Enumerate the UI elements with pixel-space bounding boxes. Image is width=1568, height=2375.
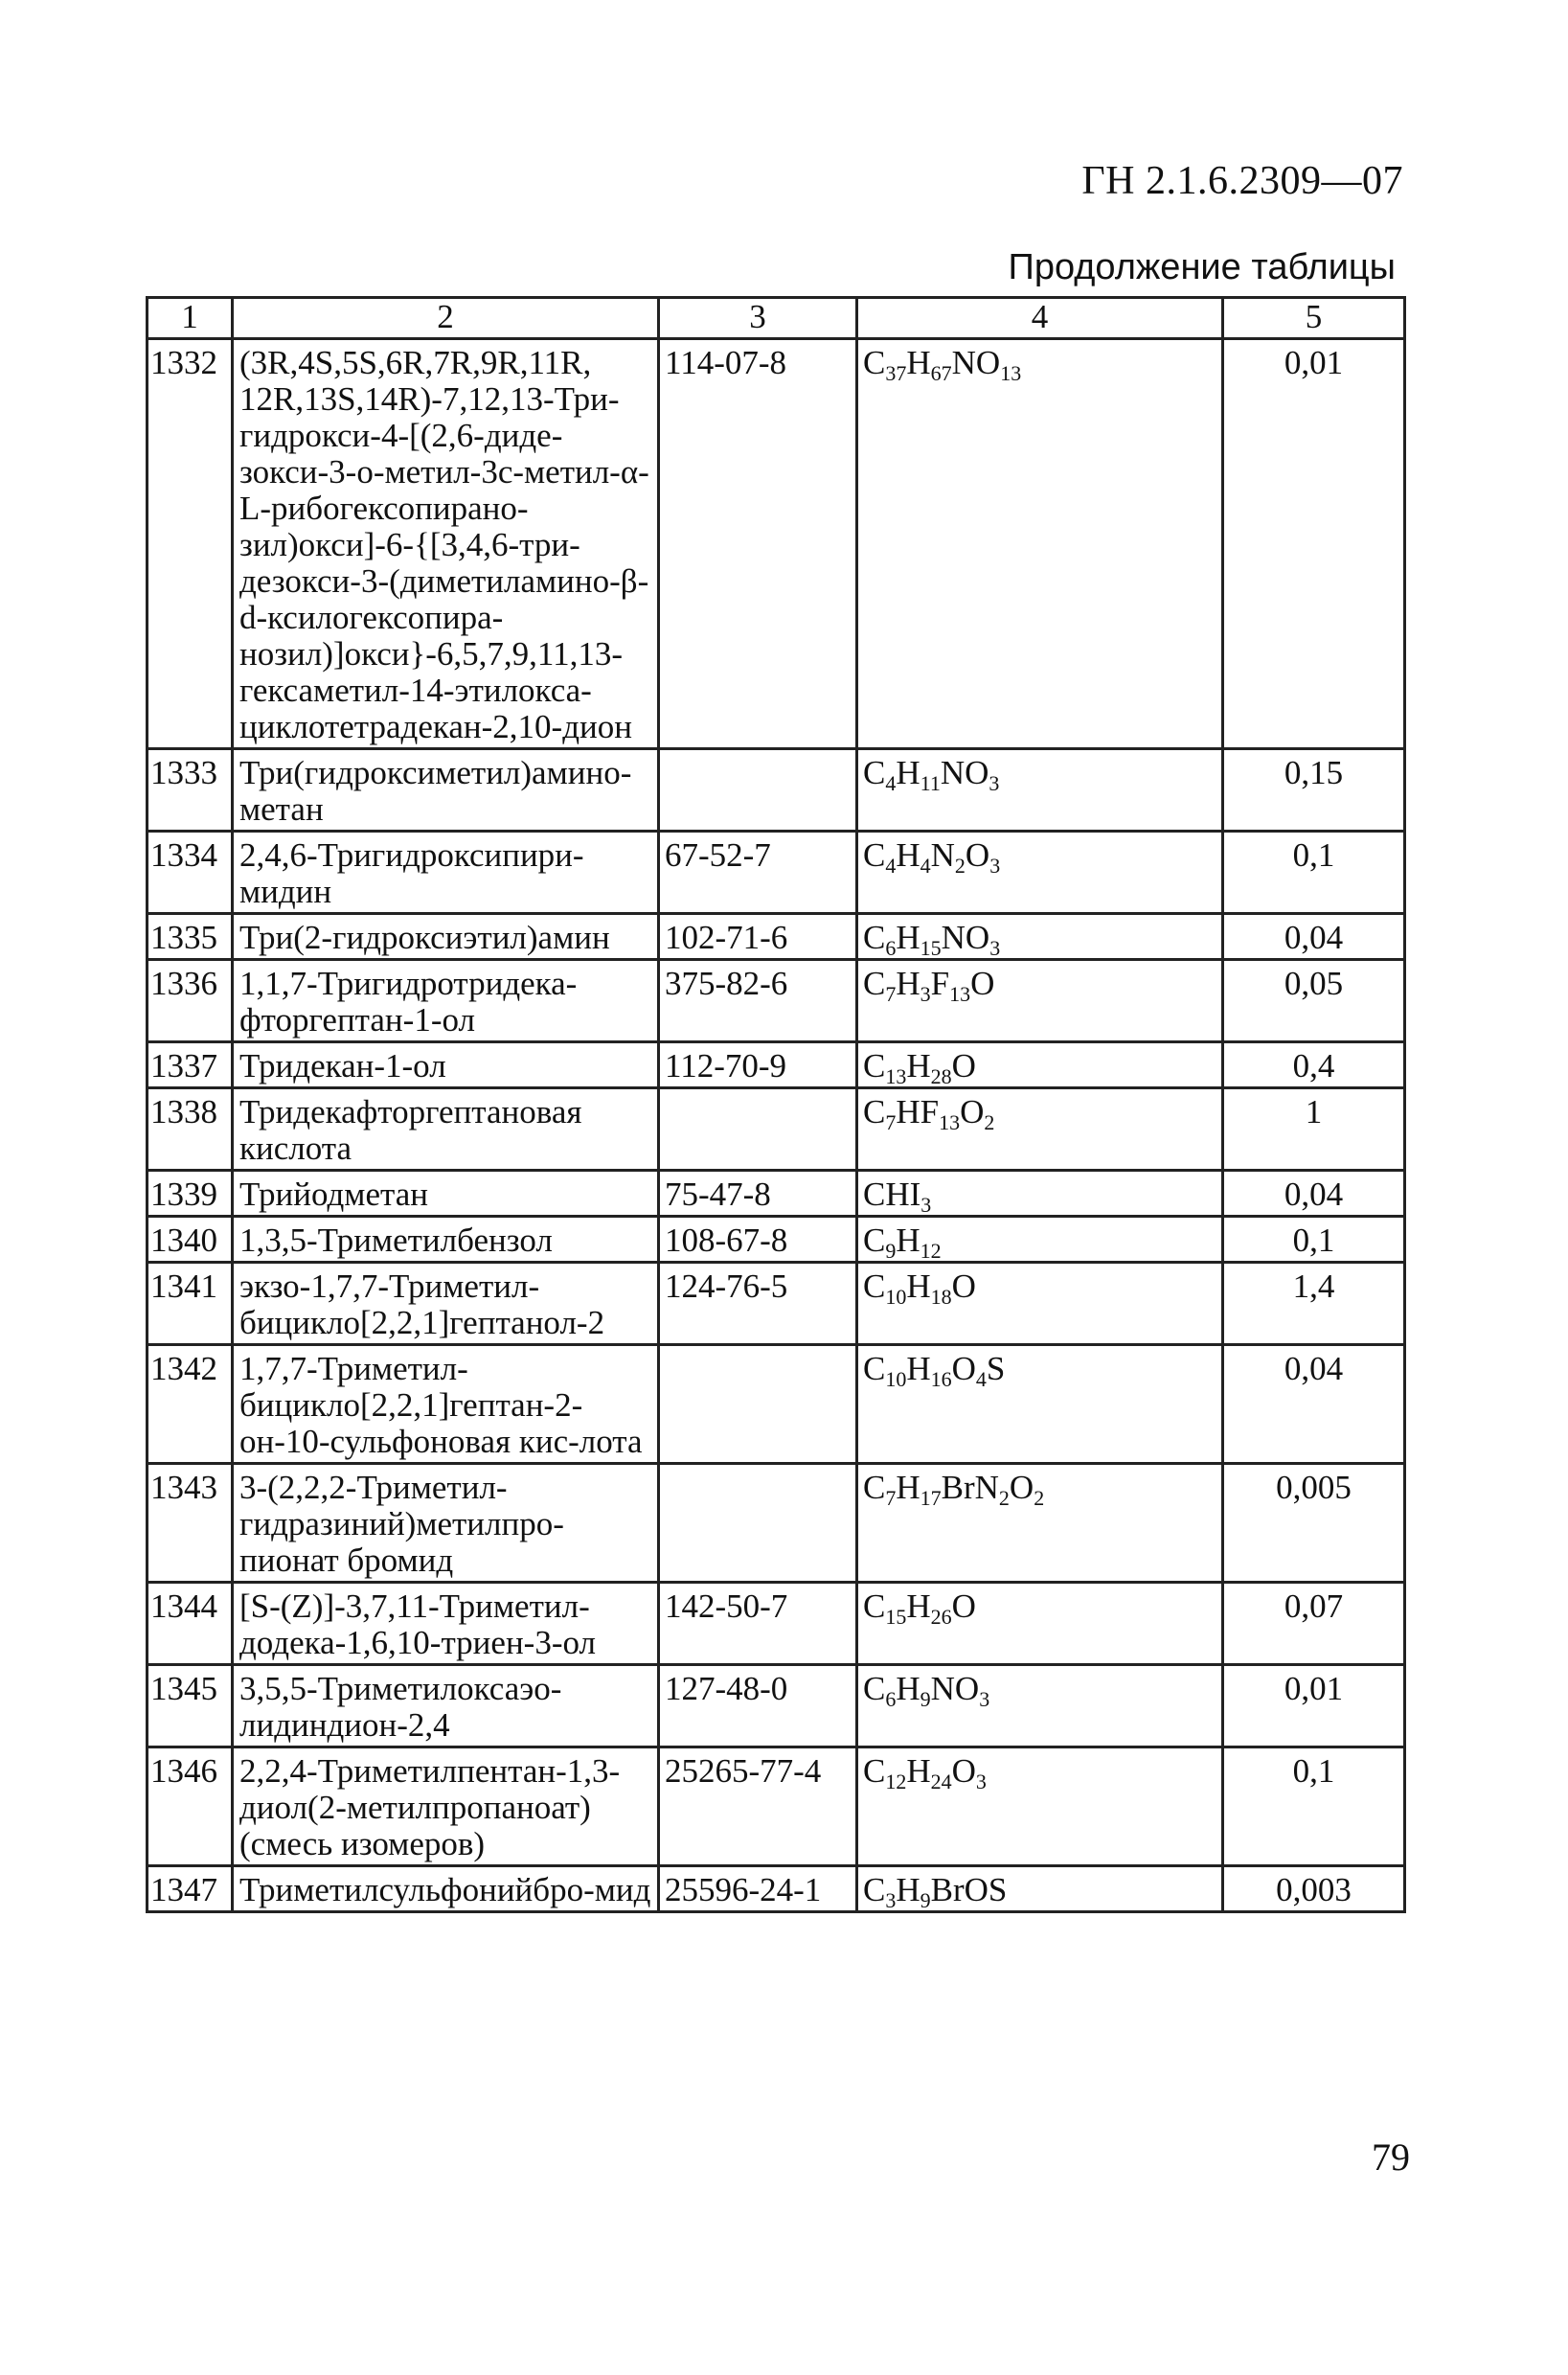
substance-name: Три(гидроксиметил)амино-метан [233, 749, 659, 832]
column-header: 3 [659, 298, 857, 339]
table-row [148, 1088, 1405, 1171]
chemical-formula: $C_7H_3F_{13}O$ [857, 960, 1223, 1042]
row-number: 1341 [148, 1263, 233, 1345]
substances-table [146, 296, 1406, 1913]
chemical-formula: $C_6H_{15}NO_3$ [857, 914, 1223, 960]
chemical-formula: $C_{10}H_{16}O_4S$ [857, 1345, 1223, 1464]
chemical-formula: $C_{13}H_{28}O$ [857, 1042, 1223, 1088]
row-number: 1337 [148, 1042, 233, 1088]
substance-name: 2,4,6-Тригидроксипири-мидин [233, 832, 659, 914]
row-number: 1347 [148, 1866, 233, 1912]
row-number: 1346 [148, 1747, 233, 1866]
table-continuation-caption: Продолжение таблицы [1008, 247, 1396, 287]
substance-name: Тридекафторгептановая кислота [233, 1088, 659, 1171]
cas-number: 67-52-7 [659, 832, 857, 914]
limit-value: 0,05 [1223, 960, 1405, 1042]
column-header: 5 [1223, 298, 1405, 339]
document-code: ГН 2.1.6.2309—07 [1081, 159, 1403, 203]
table-row [148, 1747, 1405, 1866]
cas-number: 142-50-7 [659, 1583, 857, 1665]
table-row [148, 1217, 1405, 1263]
limit-value: 0,01 [1223, 1665, 1405, 1747]
limit-value: 1,4 [1223, 1263, 1405, 1345]
row-number: 1332 [148, 339, 233, 749]
limit-value: 0,15 [1223, 749, 1405, 832]
substance-name: 3,5,5-Триметилоксаэо-лидиндион-2,4 [233, 1665, 659, 1747]
table-row [148, 1171, 1405, 1217]
cas-number: 375-82-6 [659, 960, 857, 1042]
cas-number [659, 749, 857, 832]
chemical-formula: $C_{15}H_{26}O$ [857, 1583, 1223, 1665]
table-row [148, 914, 1405, 960]
table-row [148, 1042, 1405, 1088]
cas-number: 25596-24-1 [659, 1866, 857, 1912]
substance-name: Триметилсульфонийбро-мид [233, 1866, 659, 1912]
limit-value: 0,005 [1223, 1464, 1405, 1583]
limit-value: 0,1 [1223, 832, 1405, 914]
substance-name: 3-(2,2,2-Триметил-гидразиний)метилпро-пионат бромид [233, 1464, 659, 1583]
cas-number: 75-47-8 [659, 1171, 857, 1217]
row-number: 1335 [148, 914, 233, 960]
table-row [148, 960, 1405, 1042]
cas-number [659, 1345, 857, 1464]
row-number: 1336 [148, 960, 233, 1042]
chemical-formula: $CHI_3$ [857, 1171, 1223, 1217]
substance-name: 1,3,5-Триметилбензол [233, 1217, 659, 1263]
table-row [148, 1665, 1405, 1747]
cas-number [659, 1464, 857, 1583]
limit-value: 0,003 [1223, 1866, 1405, 1912]
substance-name: 2,2,4-Триметилпентан-1,3-диол(2-метилпропаноат) (смесь изомеров) [233, 1747, 659, 1866]
chemical-formula: $C_4H_4N_2O_3$ [857, 832, 1223, 914]
cas-number [659, 1088, 857, 1171]
substance-name: 1,1,7-Тригидротридека-фторгептан-1-ол [233, 960, 659, 1042]
row-number: 1333 [148, 749, 233, 832]
chemical-formula: $C_7H_{17}BrN_2O_2$ [857, 1464, 1223, 1583]
column-header: 2 [233, 298, 659, 339]
limit-value: 0,1 [1223, 1747, 1405, 1866]
chemical-formula: $C_{10}H_{18}O$ [857, 1263, 1223, 1345]
chemical-formula: $C_7HF_{13}O_2$ [857, 1088, 1223, 1171]
chemical-formula: $C_3H_9BrOS$ [857, 1866, 1223, 1912]
row-number: 1340 [148, 1217, 233, 1263]
table-row [148, 832, 1405, 914]
table-header-row [148, 298, 1405, 339]
substance-name: (3R,4S,5S,6R,7R,9R,11R, 12R,13S,14R)-7,12,13-Три-гидрокси-4-[(2,6-диде-зокси-3-о-метил-3с-метил-α-L-рибогексопирано-зил)окси]-6-{[3,4,6-три-дезокси-3-(диметиламино-β-d-ксилогексопира-нозил)]окси}-6,5,7,9,11,13-гексаметил-14-этилокса-циклотетрадекан-2,10-дион [233, 339, 659, 749]
table-row [148, 1866, 1405, 1912]
table-row [148, 749, 1405, 832]
limit-value: 0,4 [1223, 1042, 1405, 1088]
substance-name: [S-(Z)]-3,7,11-Триметил-додека-1,6,10-триен-3-ол [233, 1583, 659, 1665]
row-number: 1334 [148, 832, 233, 914]
table-row [148, 1583, 1405, 1665]
substance-name: Три(2-гидроксиэтил)амин [233, 914, 659, 960]
row-number: 1339 [148, 1171, 233, 1217]
row-number: 1345 [148, 1665, 233, 1747]
chemical-formula: $C_9H_{12}$ [857, 1217, 1223, 1263]
limit-value: 0,07 [1223, 1583, 1405, 1665]
limit-value: 0,1 [1223, 1217, 1405, 1263]
cas-number: 127-48-0 [659, 1665, 857, 1747]
row-number: 1338 [148, 1088, 233, 1171]
substance-name: Тридекан-1-ол [233, 1042, 659, 1088]
column-header: 4 [857, 298, 1223, 339]
limit-value: 0,04 [1223, 914, 1405, 960]
substance-name: Трийодметан [233, 1171, 659, 1217]
table-row [148, 339, 1405, 749]
table-row [148, 1263, 1405, 1345]
cas-number: 102-71-6 [659, 914, 857, 960]
cas-number: 25265-77-4 [659, 1747, 857, 1866]
substance-name: экзо-1,7,7-Триметил-бицикло[2,2,1]гептанол-2 [233, 1263, 659, 1345]
row-number: 1343 [148, 1464, 233, 1583]
chemical-formula: $C_6H_9NO_3$ [857, 1665, 1223, 1747]
cas-number: 124-76-5 [659, 1263, 857, 1345]
chemical-formula: $C_{12}H_{24}O_3$ [857, 1747, 1223, 1866]
page-number: 79 [1372, 2135, 1410, 2179]
limit-value: 0,01 [1223, 339, 1405, 749]
table-row [148, 1464, 1405, 1583]
limit-value: 1 [1223, 1088, 1405, 1171]
chemical-formula: $C_4H_{11}NO_3$ [857, 749, 1223, 832]
row-number: 1344 [148, 1583, 233, 1665]
limit-value: 0,04 [1223, 1171, 1405, 1217]
limit-value: 0,04 [1223, 1345, 1405, 1464]
row-number: 1342 [148, 1345, 233, 1464]
cas-number: 112-70-9 [659, 1042, 857, 1088]
table-body [148, 339, 1405, 1912]
column-header: 1 [148, 298, 233, 339]
substance-name: 1,7,7-Триметил-бицикло[2,2,1]гептан-2-он-10-сульфоновая кис-лота [233, 1345, 659, 1464]
cas-number: 108-67-8 [659, 1217, 857, 1263]
chemical-formula: $C_{37}H_{67}NO_{13}$ [857, 339, 1223, 749]
cas-number: 114-07-8 [659, 339, 857, 749]
table-row [148, 1345, 1405, 1464]
